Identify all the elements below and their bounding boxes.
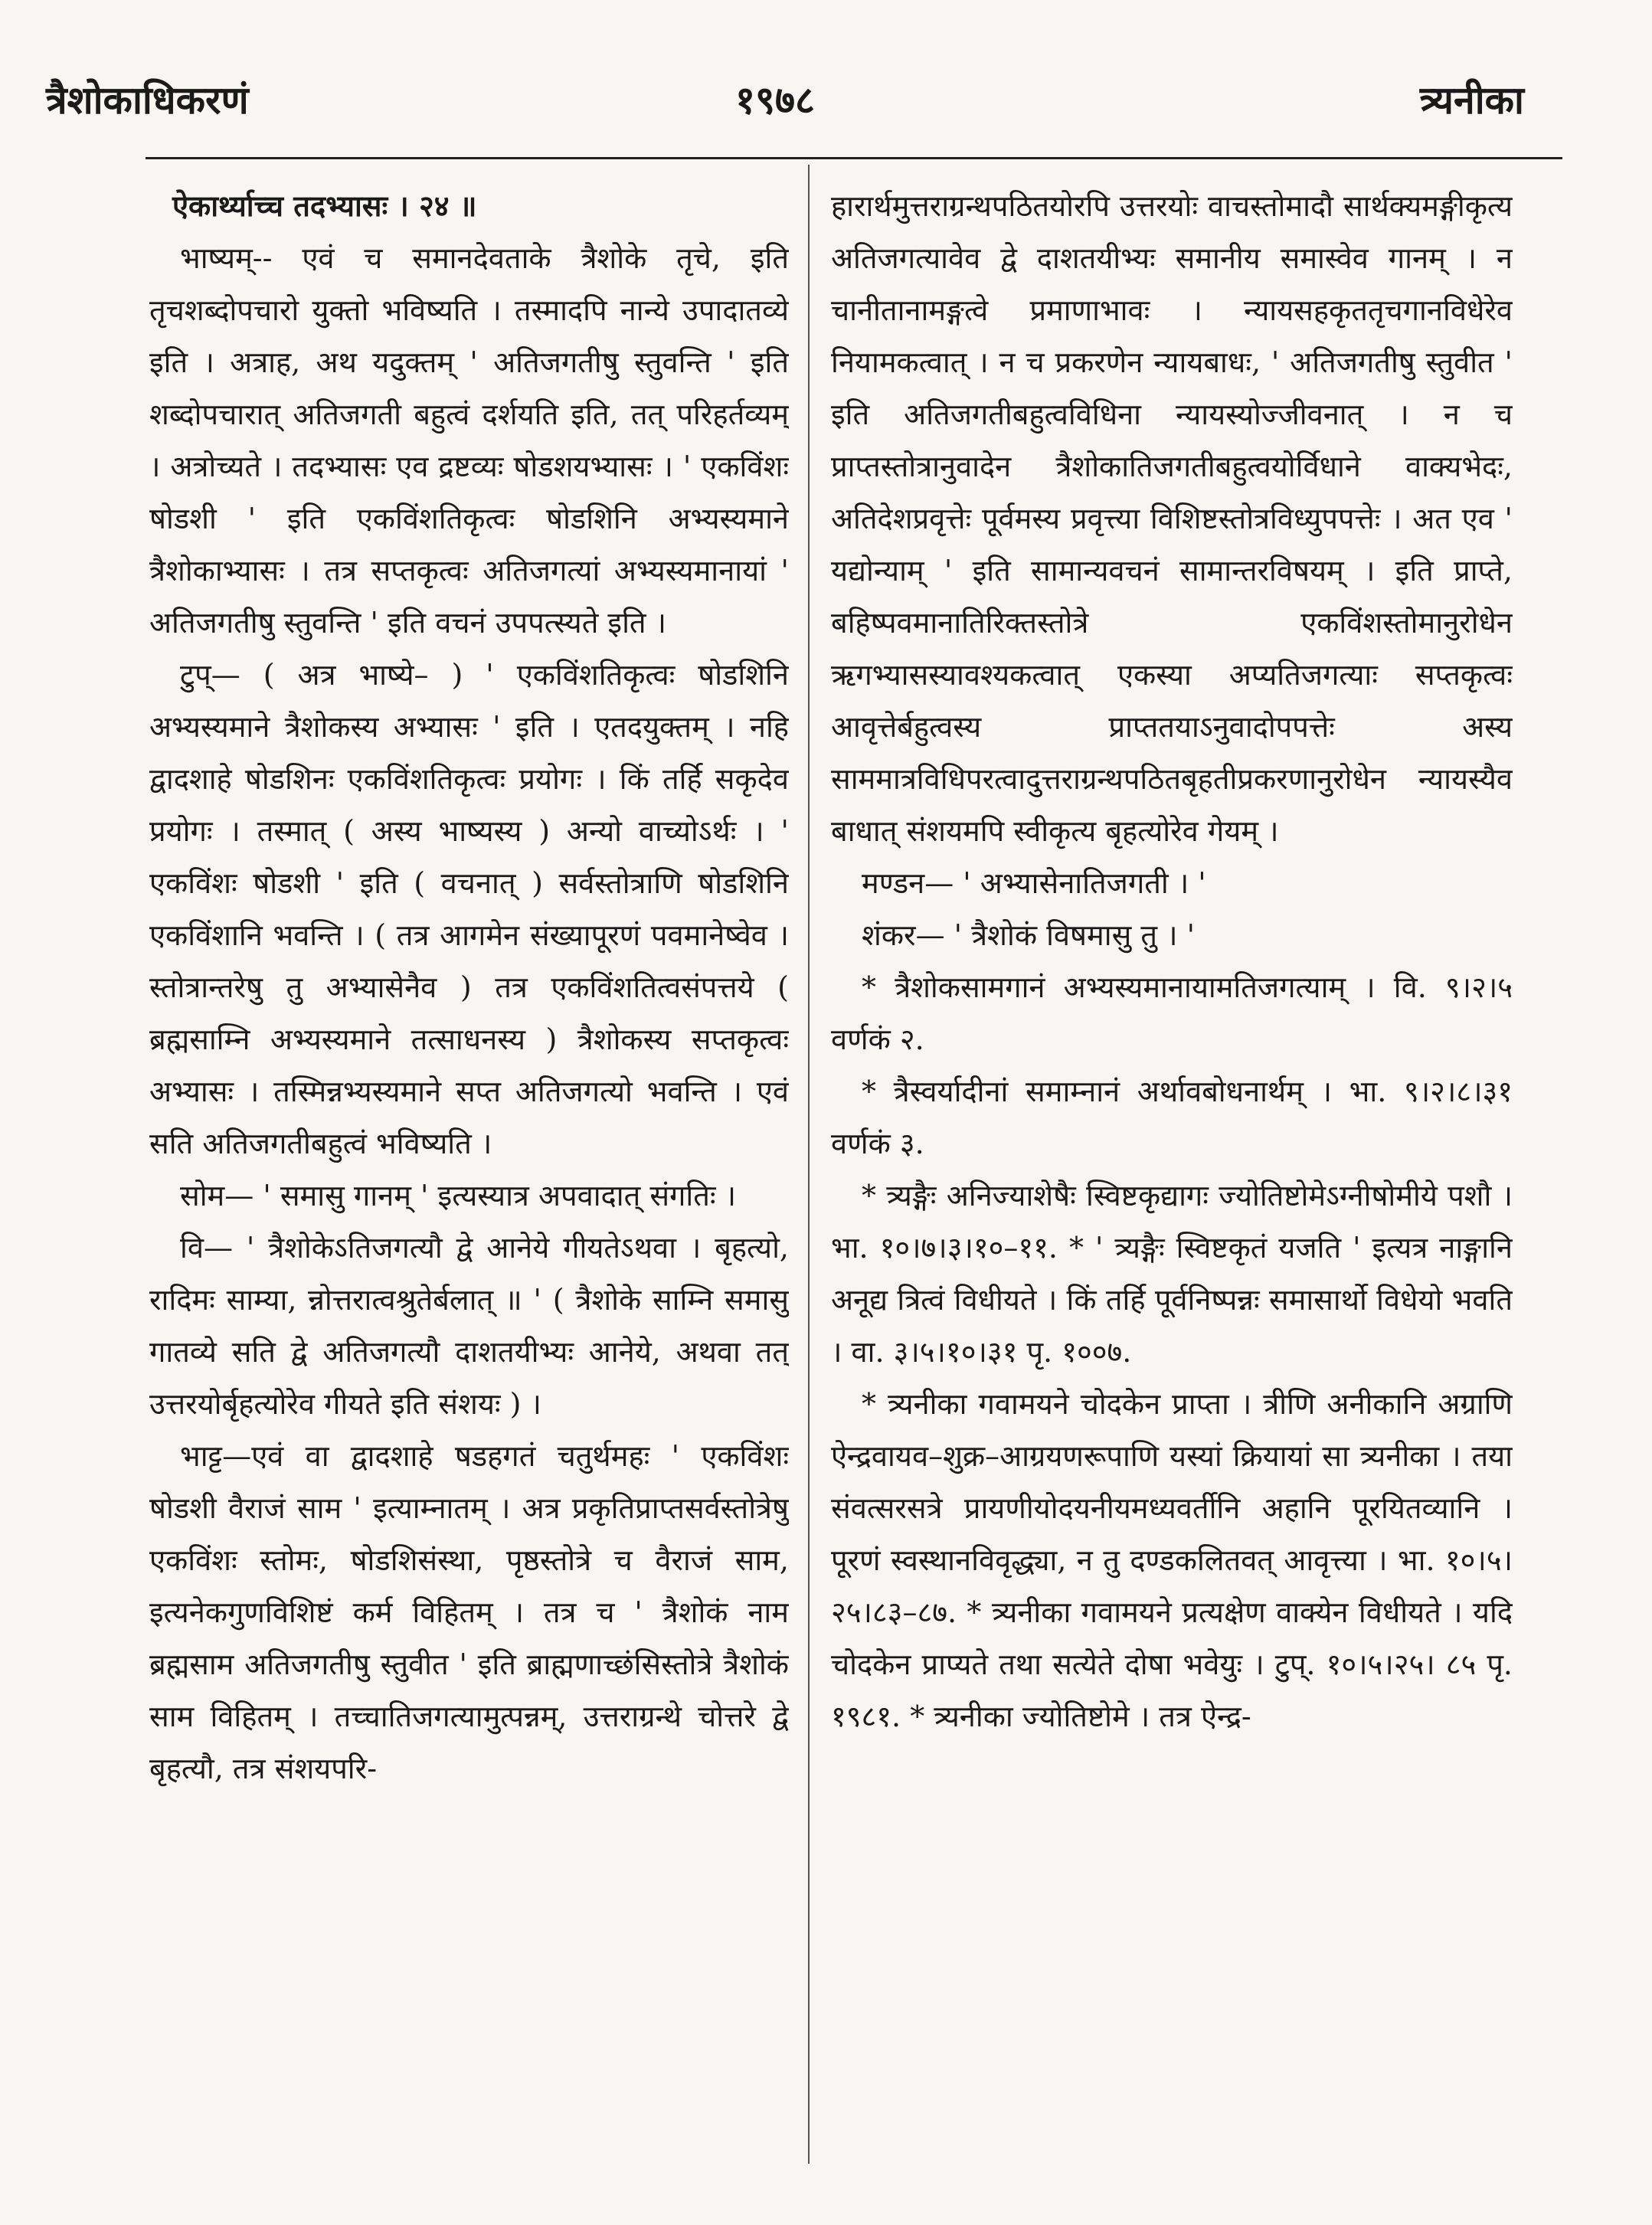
- page-number: १९७८: [735, 77, 815, 123]
- paragraph-tup: टुप्— ( अत्र भाष्ये– ) ' एकविंशतिकृत्वः षोडशिनि अभ्यस्यमाने त्रैशोकस्य अभ्यासः ' इति । एतदयुक्तम् । नहि द्वादशाहे षोडशिनः एकविंशतिकृत्वः प्रयोगः । किं तर्हि सकृदेव प्रयोगः । तस्मात् ( अस्य भाष्यस्य ) अन्यो वाच्योऽर्थः । ' एकविंशः षोडशी ' इति ( वचनात् ) सर्वस्तोत्राणि षोडशिनि एकविंशानि भवन्ति । ( तत्र आगमेन संख्यापूरणं पवमानेष्वेव । स्तोत्रान्तरेषु तु अभ्यासेनैव ) तत्र एकविंशतित्वसंपत्तये ( ब्रह्मसाम्नि अभ्यस्यमाने तत्साधनस्य ) त्रैशोकस्य सप्तकृत्वः अभ्यासः । तस्मिन्नभ्यस्यमाने सप्त अतिजगत्यो भवन्ति । एवं सति अतिजगतीबहुत्वं भविष्यति ।: [149, 658, 789, 1160]
- entry-traishoka: * त्रैशोकसामगानं अभ्यस्यमानायामतिजगत्याम् । वि. ९।२।५ वर्णकं २.: [831, 970, 1513, 1056]
- paragraph-bhatta: भाट्ट—एवं वा द्वादशाहे षडहगतं चतुर्थमहः ' एकविंशः षोडशी वैराजं साम ' इत्याम्नातम् । अत्र प्रकृतिप्राप्तसर्वस्तोत्रेषु एकविंशः स्तोमः, षोडशिसंस्था, पृष्ठस्तोत्रे च वैराजं साम, इत्यनेकगुणविशिष्टं कर्म विहितम् । तत्र च ' त्रैशोकं नाम ब्रह्मसाम अतिजगतीषु स्तुवीत ' इति ब्राह्मणाच्छंसिस्तोत्रे त्रैशोकं साम विहितम् । तच्चातिजगत्यामुत्पन्नम्, उत्तराग्रन्थे चोत्तरे द्वे बृहत्यौ, तत्र संशयपरि-: [149, 1439, 789, 1785]
- header-rule: [146, 157, 1562, 159]
- entry-tryanika: * त्र्यनीका गवामयने चोदकेन प्राप्ता । त्रीणि अनीकानि अग्राणि ऐन्द्रवायव–शुक्र–आग्रयणरूपाणि यस्यां क्रियायां सा त्र्यनीका । तया संवत्सरसत्रे प्रायणीयोदयनीयमध्यवर्तीनि अहानि पूरयितव्यानि । पूरणं स्वस्थानविवृद्ध्या, न तु दण्डकलितवत् आवृत्त्या । भा. १०।५।२५।८३–८७. * त्र्यनीका गवामयने प्रत्यक्षेण वाक्येन विधीयते । यदि चोदकेन प्राप्यते तथा सत्येते दोषा भवेयुः । टुप्. १०।५।२५। ८५ पृ. १९८१. * त्र्यनीका ज्योतिष्टोमे । तत्र ऐन्द्र-: [831, 1387, 1513, 1733]
- header-right-title: त्र्यनीका: [1419, 77, 1524, 123]
- right-column: [831, 180, 1513, 2171]
- entry-tryanga: * त्र्यङ्गैः अनिज्याशेषैः स्विष्टकृद्यागः ज्योतिष्टोमेऽग्नीषोमीये पशौ । भा. १०।७।३।१०–११. * ' त्र्यङ्गैः स्विष्टकृतं यजति ' इत्यत्र नाङ्गानि अनूद्य त्रित्वं विधीयते । किं तर्हि पूर्वनिष्पन्नः समासार्थो विधेयो भवति । वा. ३।५।१०।३१ पृ. १००७.: [831, 1179, 1513, 1369]
- paragraph-soma: सोम— ' समासु गानम् ' इत्यस्यात्र अपवादात् संगतिः ।: [180, 1179, 737, 1212]
- paragraph-vi: वि— ' त्रैशोकेऽतिजगत्यौ द्वे आनेये गीयतेऽथवा । बृहत्यो, रादिमः साम्या, न्नोत्तरात्वश्रुतेर्बलात् ॥ ' ( त्रैशोके साम्नि समासु गातव्ये सति द्वे अतिजगत्यौ दाशतयीभ्यः आनेये, अथवा तत् उत्तरयोर्बृहत्योरेव गीयते इति संशयः ) ।: [149, 1231, 789, 1421]
- entry-traisvarya: * त्रैस्वर्यादीनां समाम्नानं अर्थावबोधनार्थम् । भा. ९।२।८।३१ वर्णकं ३.: [831, 1075, 1513, 1160]
- sutra-heading: ऐकार्थ्याच्च तदभ्यासः । २४ ॥: [172, 188, 477, 223]
- paragraph-continuation: हारार्थमुत्तराग्रन्थपठितयोरपि उत्तरयोः वाचस्तोमादौ सार्थक्यमङ्गीकृत्य अतिजगत्यावेव द्वे दाशतयीभ्यः समानीय समास्वेव गानम् । न चानीतानामङ्गत्वे प्रमाणाभावः । न्यायसहकृततृचगानविधेरेव नियामकत्वात् । न च प्रकरणेन न्यायबाधः, ' अतिजगतीषु स्तुवीत ' इति अतिजगतीबहुत्वविधिना न्यायस्योज्जीवनात् । न च प्राप्तस्तोत्रानुवादेन त्रैशोकातिजगतीबहुत्वयोर्विधाने वाक्यभेदः, अतिदेशप्रवृत्तेः पूर्वमस्य प्रवृत्त्या विशिष्टस्तोत्रविध्युपपत्तेः । अत एव ' यद्योन्याम् ' इति सामान्यवचनं सामान्तरविषयम् । इति प्राप्ते, बहिष्पवमानातिरिक्तस्तोत्रे एकविंशस्तोमानुरोधेन ऋगभ्यासस्यावश्यकत्वात् एकस्या अप्यतिजगत्याः सप्तकृत्वः आवृत्तेर्बहुत्वस्य प्राप्ततयाऽनुवादोपपत्तेः अस्य साममात्रविधिपरत्वादुत्तराग्रन्थपठितबृहतीप्रकरणानुरोधेन न्यायस्यैव बाधात् संशयमपि स्वीकृत्य बृहत्योरेव गेयम् ।: [831, 189, 1513, 848]
- column-divider: [808, 165, 810, 2164]
- left-column: [149, 180, 789, 2171]
- page-header: [46, 73, 1524, 134]
- paragraph-bhashya: भाष्यम्-- एवं च समानदेवताके त्रैशोके तृचे, इति तृचशब्दोपचारो युक्तो भविष्यति । तस्मादपि नान्ये उपादातव्ये इति । अत्राह, अथ यदुक्तम् ' अतिजगतीषु स्तुवन्ति ' इति शब्दोपचारात् अतिजगती बहुत्वं दर्शयति इति, तत् परिहर्तव्यम् । अत्रोच्यते । तदभ्यासः एव द्रष्टव्यः षोडशयभ्यासः । ' एकविंशः षोडशी ' इति एकविंशतिकृत्वः षोडशिनि अभ्यस्यमाने त्रैशोकाभ्यासः । तत्र सप्तकृत्वः अतिजगत्यां अभ्यस्यमानायां ' अतिजगतीषु स्तुवन्ति ' इति वचनं उपपत्स्यते इति ।: [149, 241, 789, 640]
- paragraph-shankara: शंकर— ' त्रैशोकं विषमासु तु । ': [862, 918, 1196, 952]
- paragraph-mandana: मण्डन— ' अभ्यासेनातिजगती । ': [862, 866, 1206, 900]
- header-left-title: त्रैशोकाधिकरणं: [46, 77, 249, 123]
